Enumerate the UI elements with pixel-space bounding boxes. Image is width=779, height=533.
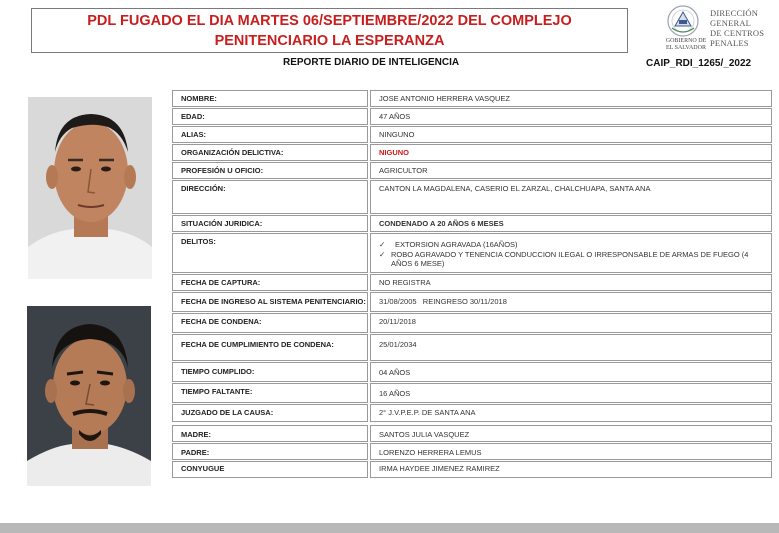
row-delitos xyxy=(170,233,774,273)
agency-line: PENALES xyxy=(710,38,749,48)
value-cell xyxy=(370,108,772,125)
row-alias xyxy=(170,126,774,143)
label-madre: MADRE: xyxy=(181,430,211,439)
label-edad: EDAD: xyxy=(181,112,205,121)
crime-item xyxy=(379,250,771,268)
inmate-record-table xyxy=(170,89,774,484)
value-cell xyxy=(370,144,772,161)
value-cell xyxy=(370,180,772,214)
agency-line: DIRECCIÓN xyxy=(710,8,759,18)
value-cell xyxy=(370,404,772,422)
value-padre: LORENZO HERRERA LEMUS xyxy=(379,448,482,457)
value-cell xyxy=(370,292,772,312)
checkmark-icon: ✓ xyxy=(379,250,386,259)
value-conyugue: IRMA HAYDEE JIMENEZ RAMIREZ xyxy=(379,464,500,473)
label-cell xyxy=(172,461,368,478)
value-organizacion: NIGUNO xyxy=(379,148,409,157)
inmate-photo-recent xyxy=(27,306,151,486)
row-conyugue xyxy=(170,461,774,478)
value-cell xyxy=(370,126,772,143)
checkmark-icon: ✓ xyxy=(379,240,386,249)
value-fecha-captura: NO REGISTRA xyxy=(379,278,431,287)
row-situacion xyxy=(170,215,774,232)
value-madre: SANTOS JULIA VASQUEZ xyxy=(379,430,470,439)
label-conyugue: CONYUGUE xyxy=(181,464,225,473)
government-line: EL SALVADOR xyxy=(666,45,706,51)
value-fecha-ingreso: 31/08/2005 REINGRESO 30/11/2018 xyxy=(379,297,507,306)
label-padre: PADRE: xyxy=(181,448,210,457)
value-cell xyxy=(370,90,772,107)
value-profesion: AGRICULTOR xyxy=(379,166,428,175)
label-organizacion: ORGANIZACIÓN DELICTIVA: xyxy=(181,148,284,157)
row-juzgado xyxy=(170,404,774,422)
label-cell xyxy=(172,233,368,273)
label-fecha-captura: FECHA DE CAPTURA: xyxy=(181,278,261,287)
government-label xyxy=(660,38,712,52)
label-direccion: DIRECCIÓN: xyxy=(181,184,226,193)
label-cell xyxy=(172,215,368,232)
row-fecha-cumplimiento xyxy=(170,334,774,361)
value-situacion: CONDENADO A 20 AÑOS 6 MESES xyxy=(379,219,504,228)
label-cell xyxy=(172,144,368,161)
value-cell xyxy=(370,383,772,403)
label-tiempo-cumplido: TIEMPO CUMPLIDO: xyxy=(181,367,255,376)
page-title: PDL FUGADO EL DIA MARTES 06/SEPTIEMBRE/2022 DEL COMPLEJO PENITENCIARIO LA ESPERANZA xyxy=(87,12,572,49)
crime-item xyxy=(379,240,771,249)
value-cell xyxy=(370,443,772,460)
value-cell xyxy=(370,215,772,232)
label-cell xyxy=(172,90,368,107)
label-nombre: NOMBRE: xyxy=(181,94,217,103)
title-box xyxy=(31,8,628,53)
label-situacion: SITUACIÓN JURIDICA: xyxy=(181,219,263,228)
label-cell xyxy=(172,383,368,403)
label-cell xyxy=(172,180,368,214)
label-cell xyxy=(172,292,368,312)
value-juzgado: 2° J.V.P.E.P. DE SANTA ANA xyxy=(379,408,476,417)
value-cell xyxy=(370,233,772,273)
agency-line: DE CENTROS xyxy=(710,28,765,38)
label-cell xyxy=(172,425,368,442)
value-cell xyxy=(370,334,772,361)
value-alias: NINGUNO xyxy=(379,130,415,139)
value-edad: 47 AÑOS xyxy=(379,112,411,121)
row-nombre xyxy=(170,90,774,107)
row-edad xyxy=(170,108,774,125)
inmate-photo-front xyxy=(28,97,152,279)
label-cell xyxy=(172,126,368,143)
label-cell xyxy=(172,443,368,460)
row-fecha-captura xyxy=(170,274,774,291)
row-direccion xyxy=(170,180,774,214)
value-tiempo-cumplido: 04 AÑOS xyxy=(379,368,411,377)
value-tiempo-faltante: 16 AÑOS xyxy=(379,389,411,398)
value-nombre: JOSE ANTONIO HERRERA VASQUEZ xyxy=(379,94,511,103)
value-fecha-condena: 20/11/2018 xyxy=(379,317,416,326)
dgcp-logo xyxy=(660,4,775,54)
agency-line: GENERAL xyxy=(710,18,752,28)
report-code: CAIP_RDI_1265/_2022 xyxy=(646,58,752,69)
value-cell xyxy=(370,425,772,442)
label-cell xyxy=(172,162,368,179)
row-tiempo-faltante xyxy=(170,383,774,403)
label-cell xyxy=(172,362,368,382)
label-cell xyxy=(172,274,368,291)
value-cell xyxy=(370,461,772,478)
label-fecha-cumplimiento: FECHA DE CUMPLIMIENTO DE CONDENA: xyxy=(181,340,334,349)
report-subtitle: REPORTE DIARIO DE INTELIGENCIA xyxy=(283,57,460,68)
value-cell xyxy=(370,274,772,291)
label-cell xyxy=(172,334,368,361)
value-cell xyxy=(370,362,772,382)
label-juzgado: JUZGADO DE LA CAUSA: xyxy=(181,408,274,417)
bottom-bar xyxy=(0,523,779,533)
row-fecha-condena xyxy=(170,313,774,333)
row-profesion xyxy=(170,162,774,179)
label-tiempo-faltante: TIEMPO FALTANTE: xyxy=(181,387,253,396)
label-profesion: PROFESIÓN U OFICIO: xyxy=(181,166,264,175)
label-delitos: DELITOS: xyxy=(181,237,216,246)
government-line: GOBIERNO DE xyxy=(665,38,707,44)
agency-label xyxy=(710,8,775,48)
label-cell xyxy=(172,404,368,422)
crime-text: EXTORSION AGRAVADA (16AÑOS) xyxy=(395,240,518,249)
value-cell xyxy=(370,162,772,179)
label-alias: ALIAS: xyxy=(181,130,206,139)
row-tiempo-cumplido xyxy=(170,362,774,382)
label-cell xyxy=(172,313,368,333)
crime-text: ROBO AGRAVADO Y TENENCIA CONDUCCION ILEGAL O IRRESPONSABLE DE ARMAS DE FUEGO (4 AÑOS 6 MESE) xyxy=(391,250,749,268)
coat-of-arms-icon xyxy=(666,4,700,38)
value-cell xyxy=(370,313,772,333)
row-padre xyxy=(170,443,774,460)
row-madre xyxy=(170,425,774,442)
value-fecha-cumplimiento: 25/01/2034 xyxy=(379,340,417,349)
label-cell xyxy=(172,108,368,125)
row-organizacion xyxy=(170,144,774,161)
value-direccion: CANTON LA MAGDALENA, CASERIO EL ZARZAL, CHALCHUAPA, SANTA ANA xyxy=(379,184,651,193)
label-fecha-condena: FECHA DE CONDENA: xyxy=(181,317,262,326)
row-fecha-ingreso xyxy=(170,292,774,312)
label-fecha-ingreso: FECHA DE INGRESO AL SISTEMA PENITENCIARIO: xyxy=(181,297,366,306)
